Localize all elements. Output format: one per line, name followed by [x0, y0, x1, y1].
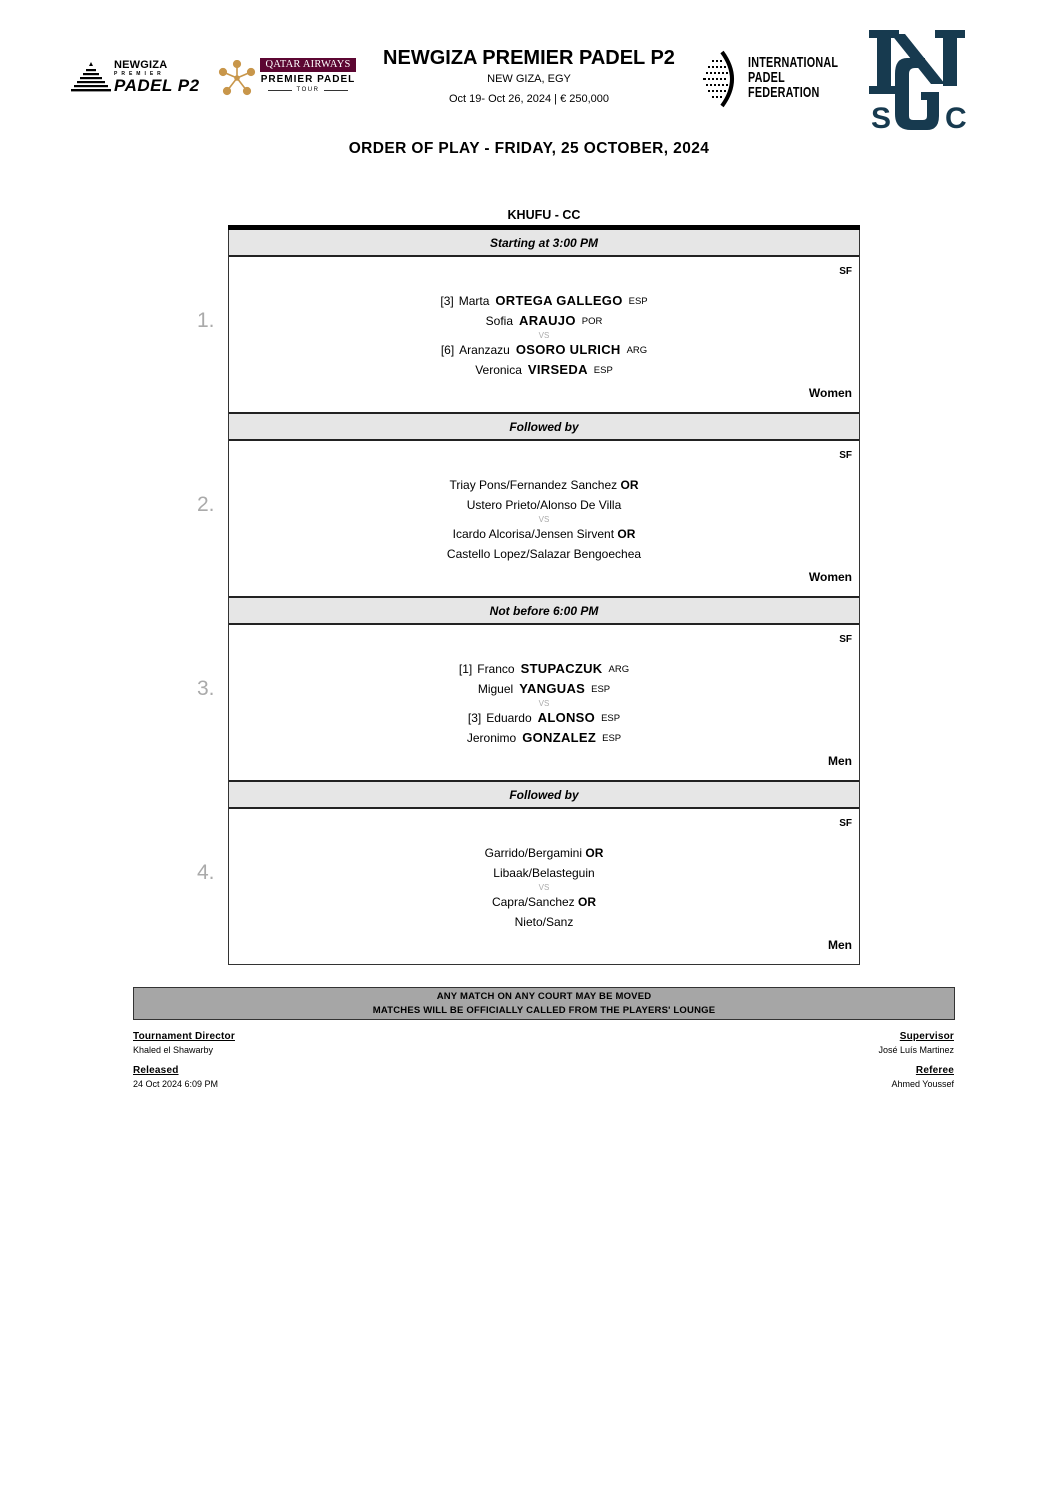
qatar-star-icon — [218, 60, 256, 96]
team-names: Icardo Alcorisa/Jensen Sirvent — [452, 527, 615, 541]
match-number: 2. — [197, 493, 215, 516]
player-first-name: Eduardo — [486, 711, 532, 725]
tournament-director-block — [133, 1031, 235, 1055]
match-teams — [229, 475, 859, 564]
newgiza-premier-padel-logo — [70, 58, 210, 96]
supervisor-label: Supervisor — [899, 1031, 954, 1042]
team-row — [229, 843, 859, 863]
or-label: OR — [578, 895, 597, 909]
team-names: Triay Pons/Fernandez Sanchez — [449, 478, 618, 492]
supervisor-name: José Luís Martinez — [878, 1045, 954, 1055]
team-names: Nieto/Sanz — [514, 915, 574, 929]
player-nationality: POR — [581, 316, 603, 327]
player-first-name: Miguel — [477, 682, 514, 696]
team-names: Castello Lopez/Salazar Bengoechea — [446, 547, 642, 561]
time-label: Not before 6:00 PM — [229, 596, 859, 625]
international-padel-federation-logo — [700, 50, 850, 108]
team-row — [229, 912, 859, 932]
player-last-name: ARAUJO — [519, 313, 576, 328]
notice-banner — [133, 987, 955, 1020]
player-row — [229, 340, 859, 360]
player-seed: [3] — [440, 294, 454, 308]
player-last-name: GONZALEZ — [522, 730, 597, 745]
player-row — [229, 679, 859, 699]
match-round: SF — [839, 266, 852, 277]
player-seed: [6] — [440, 343, 455, 357]
released-block — [133, 1065, 218, 1089]
player-last-name: ORTEGA GALLEGO — [495, 293, 623, 308]
player-nationality: ARG — [626, 345, 648, 356]
pyramid-icon — [70, 60, 112, 96]
ipf-line-2: PADEL — [748, 69, 785, 86]
match-round: SF — [839, 450, 852, 461]
tournament-director-label: Tournament Director — [133, 1031, 235, 1042]
newgiza-logo-line3: PADEL P2 — [114, 76, 200, 95]
player-nationality: ESP — [591, 684, 611, 695]
team-names: Garrido/Bergamini — [484, 846, 583, 860]
referee-name: Ahmed Youssef — [891, 1079, 954, 1089]
player-row — [229, 659, 859, 679]
time-label: Starting at 3:00 PM — [229, 230, 859, 257]
player-row — [229, 728, 859, 748]
qatar-airways-band: QATAR AIRWAYS — [260, 58, 356, 72]
player-nationality: ESP — [593, 365, 613, 376]
svg-text:C: C — [945, 102, 967, 132]
team-row — [229, 892, 859, 912]
ipf-line-3: FEDERATION — [748, 84, 820, 101]
qatar-airways-premier-padel-logo — [260, 58, 356, 98]
team-row — [229, 475, 859, 495]
supervisor-block — [878, 1031, 954, 1055]
team-row — [229, 863, 859, 883]
order-of-play-title: ORDER OF PLAY - FRIDAY, 25 OCTOBER, 2024 — [348, 140, 710, 157]
match-4 — [197, 809, 859, 964]
player-first-name: Sofia — [485, 314, 514, 328]
tour-text: TOUR — [296, 87, 320, 93]
player-last-name: OSORO ULRICH — [515, 342, 621, 357]
ngsc-monogram-logo — [865, 28, 973, 132]
team-row — [229, 495, 859, 515]
player-seed: [3] — [467, 711, 482, 725]
match-number: 3. — [197, 677, 215, 700]
time-label: Followed by — [229, 412, 859, 441]
team-names: Ustero Prieto/Alonso De Villa — [466, 498, 622, 512]
court-schedule — [197, 230, 860, 965]
player-row — [229, 708, 859, 728]
player-first-name: Veronica — [475, 363, 522, 377]
newgiza-logo-line1: NEWGIZA — [114, 59, 168, 71]
match-category: Men — [828, 754, 852, 768]
team-row — [229, 544, 859, 564]
versus-label: VS — [538, 331, 550, 340]
or-label: OR — [617, 527, 636, 541]
newgiza-logo-line2: PREMIER — [114, 71, 165, 77]
released-timestamp: 24 Oct 2024 6:09 PM — [133, 1079, 219, 1089]
versus-label: VS — [538, 883, 550, 892]
player-row — [229, 360, 859, 380]
notice-line-2: MATCHES WILL BE OFFICIALLY CALLED FROM THE PLAYERS' LOUNGE — [372, 1005, 716, 1016]
player-nationality: ESP — [628, 296, 648, 307]
player-first-name: Franco — [477, 662, 515, 676]
team-names: Libaak/Belasteguin — [493, 866, 595, 880]
player-seed: [1] — [458, 662, 473, 676]
notice-line-1: ANY MATCH ON ANY COURT MAY BE MOVED — [436, 991, 652, 1002]
player-nationality: ESP — [602, 733, 622, 744]
match-number: 4. — [197, 861, 215, 884]
player-nationality: ESP — [601, 713, 621, 724]
premier-padel-text: PREMIER PADEL — [260, 74, 356, 85]
player-first-name: Aranzazu — [459, 343, 510, 357]
referee-block — [891, 1065, 954, 1089]
padel-racket-icon — [700, 50, 744, 108]
player-row — [229, 291, 859, 311]
player-first-name: Marta — [458, 294, 490, 308]
divider — [268, 90, 292, 91]
tournament-title: NEWGIZA PREMIER PADEL P2 — [383, 47, 675, 69]
player-last-name: STUPACZUK — [520, 661, 603, 676]
player-row — [229, 311, 859, 331]
player-last-name: YANGUAS — [519, 681, 586, 696]
team-names: Capra/Sanchez — [491, 895, 575, 909]
player-last-name: ALONSO — [537, 710, 596, 725]
player-last-name: VIRSEDA — [527, 362, 588, 377]
match-round: SF — [839, 818, 852, 829]
match-teams — [229, 291, 859, 380]
match-round: SF — [839, 634, 852, 645]
time-label: Followed by — [229, 780, 859, 809]
match-3 — [197, 625, 859, 780]
or-label: OR — [585, 846, 604, 860]
team-row — [229, 524, 859, 544]
player-nationality: ARG — [608, 664, 630, 675]
released-label: Released — [133, 1065, 179, 1076]
versus-label: VS — [538, 699, 550, 708]
tournament-header — [360, 46, 698, 106]
ipf-line-1: INTERNATIONAL — [748, 54, 839, 71]
match-number: 1. — [197, 309, 215, 332]
court-name: KHUFU - CC — [507, 208, 581, 222]
match-category: Women — [808, 570, 852, 584]
player-first-name: Jeronimo — [466, 731, 517, 745]
tournament-location: NEW GIZA, EGY — [487, 73, 571, 85]
versus-label: VS — [538, 515, 550, 524]
match-teams — [229, 659, 859, 748]
divider — [324, 90, 348, 91]
tournament-dates-prize: Oct 19- Oct 26, 2024 | € 250,000 — [448, 93, 609, 105]
tournament-director-name: Khaled el Shawarby — [133, 1045, 214, 1055]
match-1 — [197, 257, 859, 412]
match-category: Women — [808, 386, 852, 400]
referee-label: Referee — [915, 1065, 954, 1076]
match-teams — [229, 843, 859, 932]
match-2 — [197, 441, 859, 596]
or-label: OR — [620, 478, 639, 492]
match-category: Men — [828, 938, 852, 952]
svg-text:S: S — [871, 102, 892, 132]
